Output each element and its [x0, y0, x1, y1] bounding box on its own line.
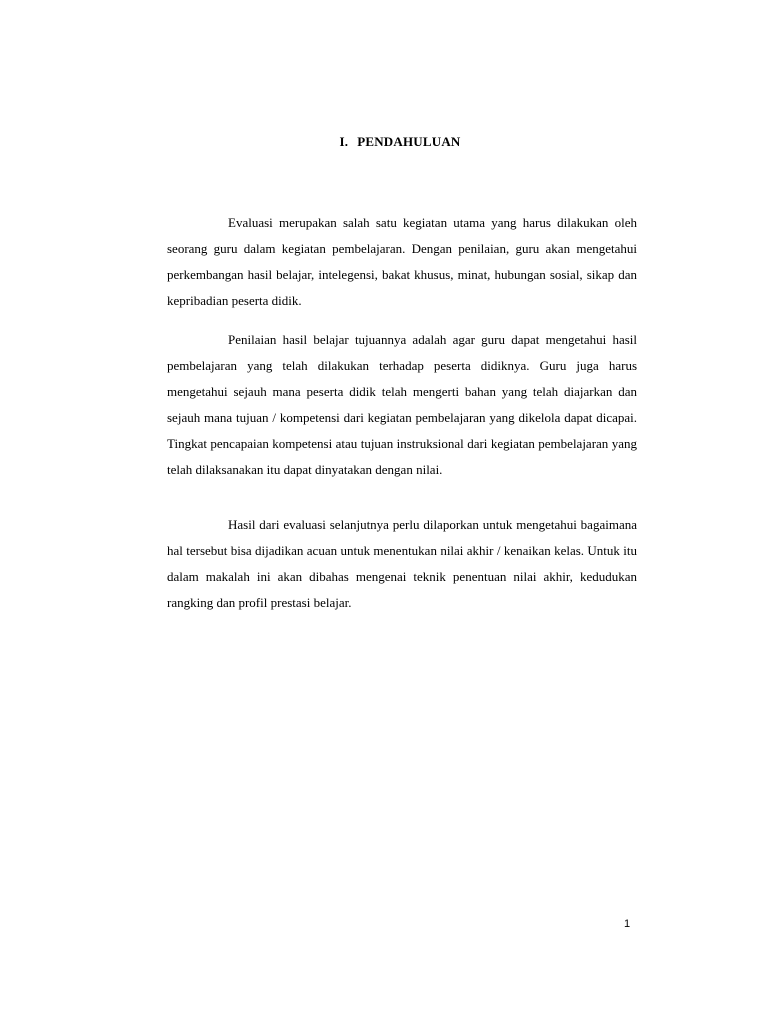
section-number: I. — [339, 134, 349, 149]
paragraph-text: Penilaian hasil belajar tujuannya adalah agar guru dapat mengetahui hasil pembelajaran yang telah dilakukan terhadap peserta didiknya. Guru juga harus mengetahui sejauh mana peserta didik telah mengerti bahan yang telah diajarkan dan sejauh mana tujuan / kompetensi dari kegiatan pembelajaran yang dikelola dapat dicapai. Tingkat pencapaian kompetensi atau tujuan instruksional dari kegiatan pembelajaran yang telah dilaksanakan itu dapat dinyatakan dengan nilai. — [167, 332, 637, 477]
paragraph-2 — [167, 327, 637, 483]
paragraph-1 — [167, 210, 637, 314]
paragraph-3 — [167, 512, 637, 616]
paragraph-text: Hasil dari evaluasi selanjutnya perlu dilaporkan untuk mengetahui bagaimana hal tersebut bisa dijadikan acuan untuk menentukan nilai akhir / kenaikan kelas. Untuk itu dalam makalah ini akan dibahas mengenai teknik penentuan nilai akhir, kedudukan rangking dan profil prestasi belajar. — [167, 517, 637, 610]
paragraph-text: Evaluasi merupakan salah satu kegiatan utama yang harus dilakukan oleh seorang guru dalam kegiatan pembelajaran. Dengan penilaian, guru akan mengetahui perkembangan hasil belajar, intelegensi, bakat khusus, minat, hubungan sosial, sikap dan kepribadian peserta didik. — [167, 215, 637, 308]
section-title: PENDAHULUAN — [357, 134, 461, 149]
page-number: 1 — [624, 918, 631, 930]
section-heading — [0, 134, 768, 150]
